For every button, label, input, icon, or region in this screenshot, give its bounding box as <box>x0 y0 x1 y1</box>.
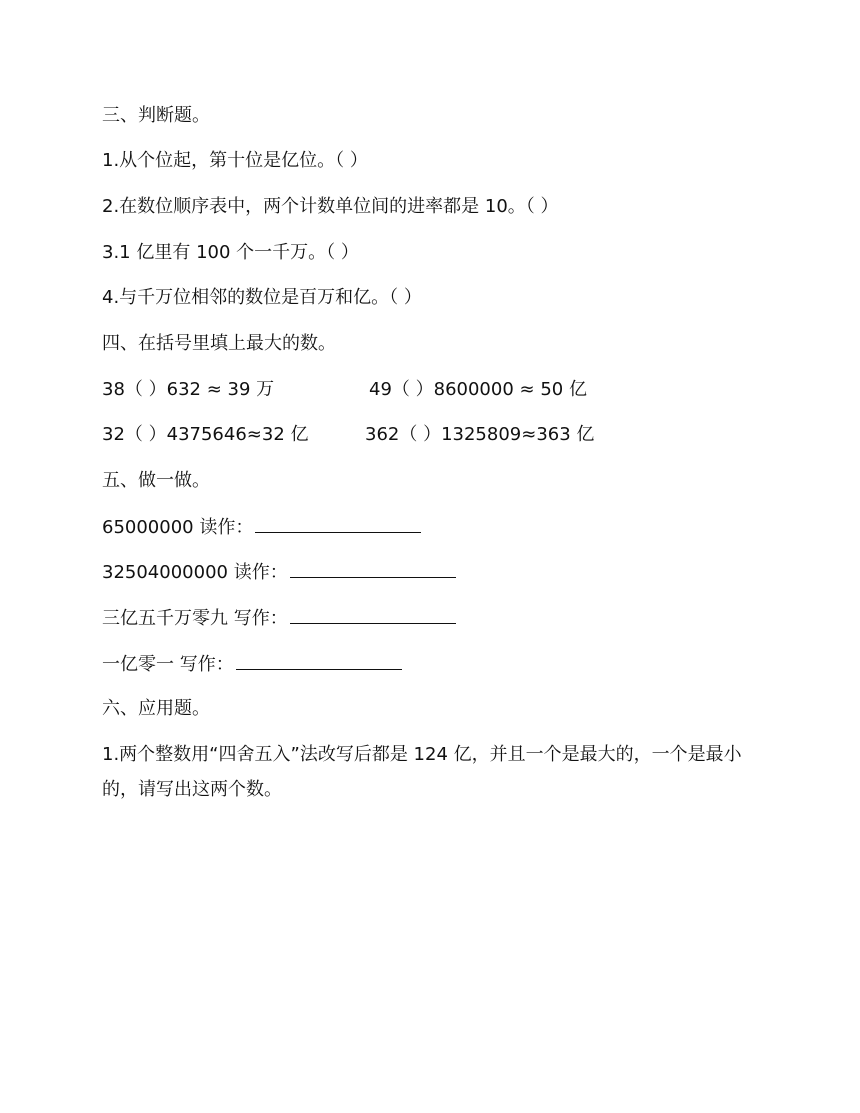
fill-item-1: 38（ ）632 ≈ 39 万 <box>102 379 275 400</box>
judge-question-3: 3.1 亿里有 100 个一千万。（ ） <box>102 242 359 263</box>
read-item-1-label: 65000000 读作： <box>102 517 254 538</box>
answer-blank <box>255 514 421 533</box>
fill-item-3: 32（ ）4375646≈32 亿 <box>102 424 309 445</box>
write-item-2 <box>102 651 402 678</box>
section-5-heading: 五、做一做。 <box>102 470 210 491</box>
judge-question-1: 1.从个位起，第十位是亿位。（ ） <box>102 150 368 171</box>
answer-blank <box>236 651 402 670</box>
answer-blank <box>290 605 456 624</box>
section-3-heading: 三、判断题。 <box>102 105 210 126</box>
application-question-1: 1.两个整数用“四舍五入”法改写后都是 124 亿，并且一个是最大的，一个是最小的，请写出这两个数。 <box>102 744 742 800</box>
answer-blank <box>290 559 456 578</box>
write-item-2-label: 一亿零一 写作： <box>102 654 234 675</box>
section-6-heading: 六、应用题。 <box>102 698 210 719</box>
read-item-2 <box>102 559 456 586</box>
judge-question-4: 4.与千万位相邻的数位是百万和亿。（ ） <box>102 287 422 308</box>
judge-question-2: 2.在数位顺序表中，两个计数单位间的进率都是 10。（ ） <box>102 196 559 217</box>
fill-item-4: 362（ ）1325809≈363 亿 <box>365 424 595 445</box>
write-item-1 <box>102 605 456 632</box>
fill-item-2: 49（ ）8600000 ≈ 50 亿 <box>369 379 587 400</box>
read-item-1 <box>102 514 421 541</box>
write-item-1-label: 三亿五千万零九 写作： <box>102 608 288 629</box>
section-4-heading: 四、在括号里填上最大的数。 <box>102 333 336 354</box>
read-item-2-label: 32504000000 读作： <box>102 562 288 583</box>
